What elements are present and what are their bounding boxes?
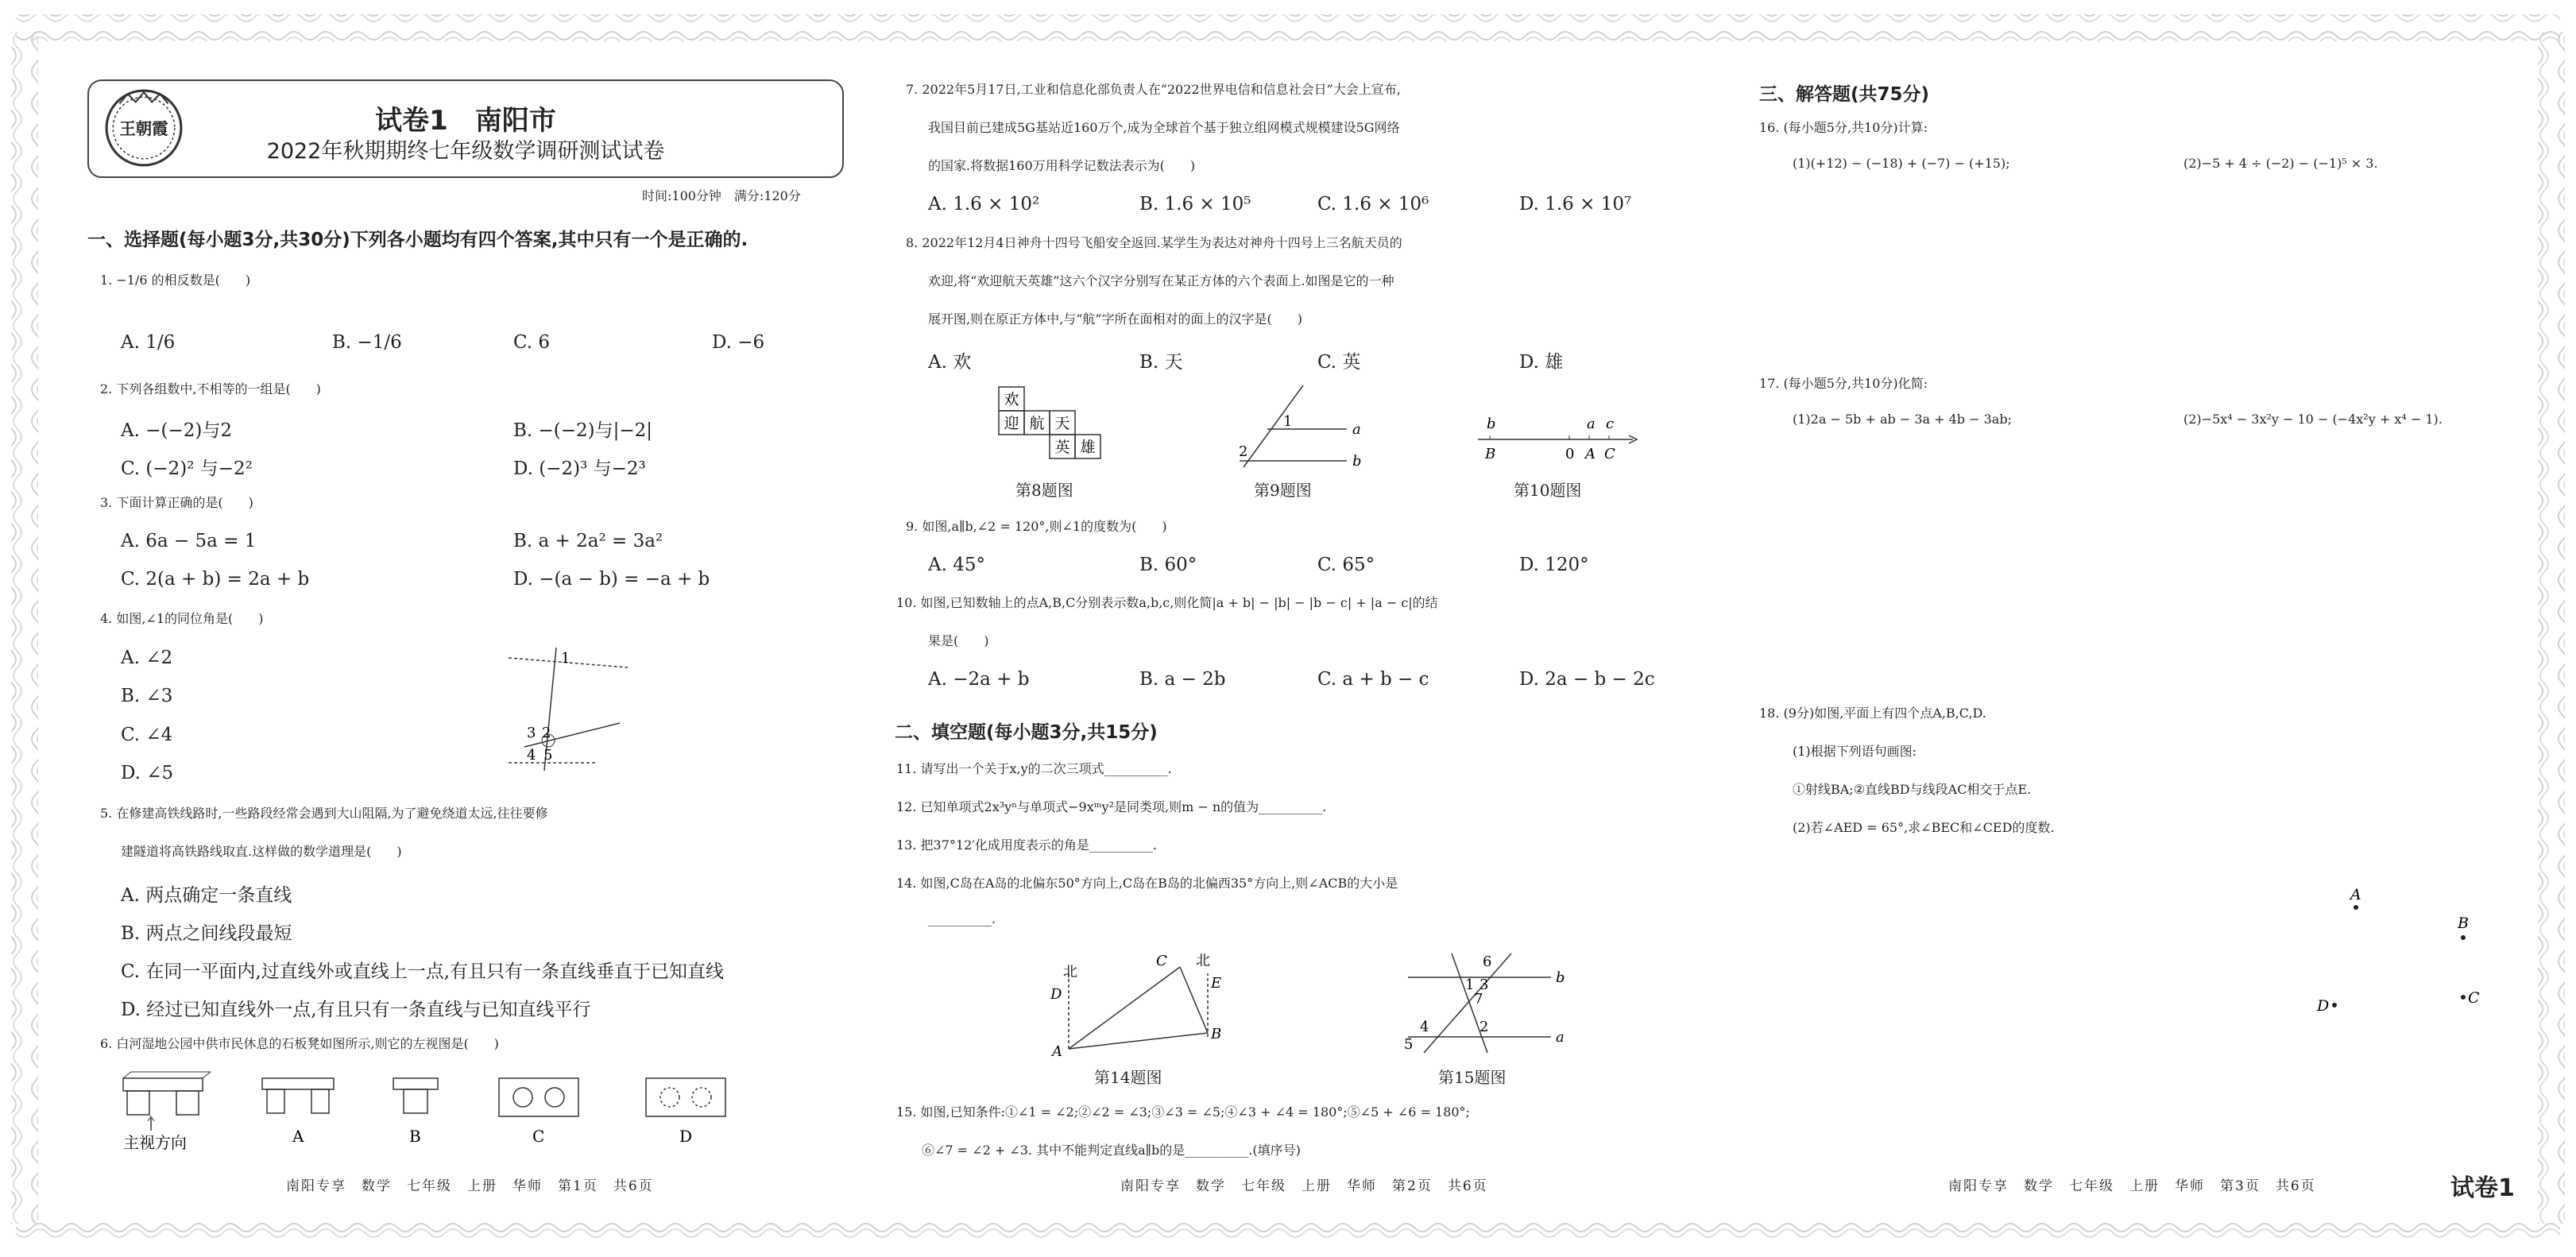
q11-text: 11. 请写出一个关于x,y的二次三项式__________. [896,761,1172,776]
q6-label-a: A [292,1127,304,1146]
q2-option-d: D. (−2)³ 与−2³ [513,458,646,479]
q16-part1: (1)(+12) − (−18) + (−7) − (+15); [1793,156,2010,171]
q15-line1: 15. 如图,已知条件:①∠1 = ∠2;②∠2 = ∠3;③∠3 = ∠5;④∠3 + ∠4 = 180°;⑤∠5 + ∠6 = 180°; [896,1104,1470,1120]
exam-tag: 试卷1 [2450,1174,2515,1202]
q9-option-a: A. 45° [928,555,985,575]
q4-option-a: A. ∠2 [121,648,173,668]
q9-label-a: a [1352,421,1361,438]
q10-caption: 第10题图 [1514,481,1582,500]
q10-label-b: b [1487,416,1496,432]
q7-line2: 我国目前已建成5G基站近160万个,成为全球首个基于独立组网模式规模建设5G网络 [928,120,1400,135]
q15-label-a: a [1556,1029,1565,1046]
q10-option-b: B. a − 2b [1139,669,1226,690]
q2-option-a: A. −(−2)与2 [121,420,232,441]
q14-label-d: D [1050,986,1062,1003]
q9-figure [1228,381,1371,469]
q17-stem: 17. (每小题5分,共10分)化简: [1759,376,1928,391]
q2-stem: 2. 下列各组数中,不相等的一组是( ) [100,381,321,396]
q8-line1: 8. 2022年12月4日神舟十四号飞船安全返回.某学生为表达对神舟十四号上三名航天员的 [906,235,1402,250]
footer-page-2: 南阳专享 数学 七年级 上册 华师 第2页 共6页 [1120,1178,1488,1194]
q1-stem: 1. −1/6 的相反数是( ) [100,273,251,288]
point-label-d: D [2317,997,2330,1015]
q18-line2: ①射线BA;②直线BD与线段AC相交于点E. [1793,782,2032,797]
q15-caption: 第15题图 [1438,1068,1507,1087]
q8-caption: 第8题图 [1015,481,1073,500]
q15-label-b: b [1556,969,1565,986]
q10-label-a: a [1587,416,1595,432]
q14-label-e: E [1211,975,1222,992]
q6-stem: 6. 白河湿地公园中供市民休息的石板凳如图所示,则它的左视图是( ) [100,1036,499,1051]
point-label-b: B [2458,915,2469,932]
q8-option-c: C. 英 [1317,352,1361,373]
net-face-2: 迎 [1004,415,1019,432]
q6-label-front-view: 主视方向 [123,1133,187,1152]
q6-label-d: D [679,1127,693,1146]
q2-option-c: C. (−2)² 与−2² [121,458,253,479]
q4-label-1: 1 [561,650,571,667]
q9-stem: 9. 如图,a∥b,∠2 = 120°,则∠1的度数为( ) [906,519,1167,534]
q7-option-a: A. 1.6 × 10² [928,194,1040,215]
net-face-1: 欢 [1004,391,1019,408]
q10-option-c: C. a + b − c [1317,669,1429,690]
point-label-c: C [2468,989,2480,1007]
footer-page-1: 南阳专享 数学 七年级 上册 华师 第1页 共6页 [286,1178,654,1194]
q8-option-a: A. 欢 [928,352,972,373]
q1-option-c: C. 6 [513,332,551,353]
q15-line2: ⑥∠7 = ∠2 + ∠3. 其中不能判定直线a∥b的是__________.(填序号) [922,1143,1301,1158]
time-info: 时间:100分钟 满分:120分 [642,188,801,203]
net-face-3: 航 [1029,415,1045,432]
q4-label-4: 4 [527,747,536,764]
q4-label-2: 2 [542,725,551,741]
q10-option-d: D. 2a − b − 2c [1519,669,1655,690]
q15-label-2: 2 [1479,1019,1489,1035]
q18-stem: 18. (9分)如图,平面上有四个点A,B,C,D. [1759,706,1986,721]
logo-text: 王朝霞 [119,119,168,139]
q14-figure [1041,950,1240,1061]
q10-label-c: c [1606,416,1615,432]
exam-subtitle: 2022年秋期期终七年级数学调研测试试卷 [266,139,665,164]
q9-option-c: C. 65° [1317,555,1375,575]
q14-label-a: A [1052,1043,1062,1060]
q4-option-b: B. ∠3 [121,686,173,706]
q10-label-C: C [1604,446,1615,462]
q13-text: 13. 把37°12′化成用度表示的角是__________. [896,837,1157,853]
q5-option-d: D. 经过已知直线外一点,有且只有一条直线与已知直线平行 [121,1000,591,1020]
q9-label-2: 2 [1239,443,1248,460]
q7-option-d: D. 1.6 × 10⁷ [1519,194,1632,215]
q16-stem: 16. (每小题5分,共10分)计算: [1759,120,1928,135]
q14-label-north-b: 北 [1196,953,1210,969]
q5-option-b: B. 两点之间线段最短 [121,923,292,944]
q8-cube-net [997,385,1108,465]
q15-label-3: 3 [1479,977,1489,993]
q10-label-0: 0 [1565,446,1575,462]
q1-option-d: D. −6 [712,332,765,353]
footer-page-3: 南阳专享 数学 七年级 上册 华师 第3页 共6页 [1948,1178,2316,1194]
q10-number-line [1474,409,1645,465]
net-face-5: 英 [1054,439,1070,456]
q15-label-7: 7 [1474,991,1483,1008]
q18-line1: (1)根据下列语句画图: [1793,744,1917,759]
exam-header [87,79,844,178]
q12-text: 12. 已知单项式2x³yⁿ与单项式−9xᵐy²是同类项,则m − n的值为__________. [896,799,1327,814]
q6-label-b: B [409,1127,421,1146]
q8-line2: 欢迎,将“欢迎航天英雄”这六个汉字分别写在某正方体的六个表面上.如图是它的一种 [928,273,1394,288]
q7-option-b: B. 1.6 × 10⁵ [1139,194,1251,215]
q15-figure [1392,946,1575,1057]
q8-option-d: D. 雄 [1519,352,1564,373]
q7-option-c: C. 1.6 × 10⁶ [1317,194,1429,215]
q17-part2: (2)−5x⁴ − 3x²y − 10 − (−4x²y + x⁴ − 1). [2183,412,2443,427]
q5-stem-line1: 5. 在修建高铁线路时,一些路段经常会遇到大山阻隔,为了避免绕道太远,往往要修 [100,806,548,821]
q14-line2: __________. [928,911,996,926]
q9-option-b: B. 60° [1139,555,1197,575]
q9-label-b: b [1352,453,1362,469]
net-face-6: 雄 [1080,439,1096,456]
q18-line3: (2)若∠AED = 65°,求∠BEC和∠CED的度数. [1793,820,2055,835]
q8-option-b: B. 天 [1139,352,1183,373]
q17-part1: (1)2a − 5b + ab − 3a + 4b − 3ab; [1793,412,2012,427]
q10-label-B: B [1485,446,1496,462]
exam-title: 试卷1 南阳市 [375,105,556,137]
q15-label-1: 1 [1465,977,1475,993]
q7-line1: 7. 2022年5月17日,工业和信息化部负责人在“2022世界电信和信息社会日”大会上宣布, [906,82,1401,97]
q9-option-d: D. 120° [1519,555,1589,575]
point-label-a: A [2350,886,2361,903]
q4-figure [501,644,636,779]
q3-stem: 3. 下面计算正确的是( ) [100,495,253,510]
q4-stem: 4. 如图,∠1的同位角是( ) [100,611,264,626]
section1-title: 一、选择题(每小题3分,共30分)下列各小题均有四个答案,其中只有一个是正确的. [87,230,748,250]
q9-label-1: 1 [1283,413,1293,430]
q15-label-4: 4 [1420,1019,1429,1035]
q10-line2: 果是( ) [928,633,989,648]
q4-option-c: C. ∠4 [121,725,173,745]
q5-option-a: A. 两点确定一条直线 [121,885,292,906]
q4-label-5: 5 [543,747,553,764]
q16-part2: (2)−5 + 4 ÷ (−2) − (−1)⁵ × 3. [2183,156,2378,171]
q14-label-c: C [1156,953,1167,969]
q15-label-5: 5 [1404,1036,1414,1053]
q10-label-A: A [1585,446,1595,462]
q7-line3: 的国家.将数据160万用科学记数法表示为( ) [928,158,1196,173]
q8-line3: 展开图,则在原正方体中,与“航”字所在面相对的面上的汉字是( ) [928,311,1303,327]
q3-option-a: A. 6a − 5a = 1 [121,531,257,551]
q14-label-b: B [1211,1026,1222,1042]
q4-option-d: D. ∠5 [121,763,174,783]
q4-label-3: 3 [527,725,536,741]
q9-caption: 第9题图 [1254,481,1312,500]
q14-line1: 14. 如图,C岛在A岛的北偏东50°方向上,C岛在B岛的北偏西35°方向上,则∠ACB的大小是 [896,876,1398,891]
q1-option-b: B. −1/6 [332,332,402,353]
q5-stem-line2: 建隧道将高铁路线取直.这样做的数学道理是( ) [121,844,402,859]
q14-caption: 第14题图 [1094,1068,1162,1087]
q6-label-c: C [532,1127,545,1146]
q6-figures [119,1069,747,1156]
q3-option-b: B. a + 2a² = 3a² [513,531,663,551]
q1-option-a: A. 1/6 [121,332,176,353]
q3-option-c: C. 2(a + b) = 2a + b [121,569,310,590]
section3-title: 三、解答题(共75分) [1759,84,1930,105]
net-face-4: 天 [1054,415,1070,432]
q10-option-a: A. −2a + b [928,669,1030,690]
section2-title: 二、填空题(每小题3分,共15分) [895,722,1158,743]
q15-label-6: 6 [1483,953,1492,970]
q18-points-figure [2312,882,2487,1025]
q10-line1: 10. 如图,已知数轴上的点A,B,C分别表示数a,b,c,则化简|a + b| − |b| − |b − c| + |a − c|的结 [896,595,1438,610]
q2-option-b: B. −(−2)与|−2| [513,420,653,441]
q5-option-c: C. 在同一平面内,过直线外或直线上一点,有且只有一条直线垂直于已知直线 [121,961,725,982]
q3-option-d: D. −(a − b) = −a + b [513,569,710,590]
q14-label-north-a: 北 [1063,964,1077,980]
